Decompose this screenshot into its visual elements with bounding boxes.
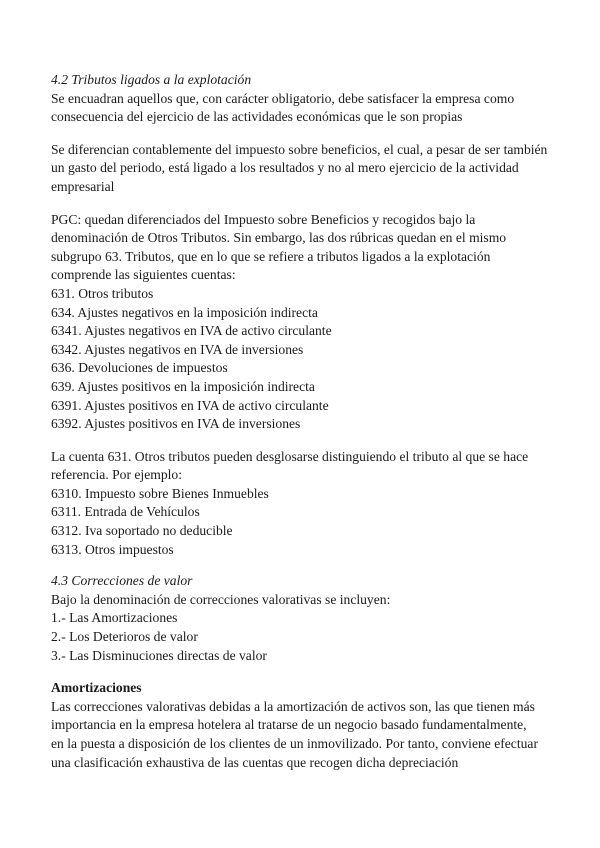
paragraph-gap bbox=[51, 127, 561, 141]
paragraph-line: consecuencia del ejercicio de las actividades económicas que le son propias bbox=[51, 109, 463, 125]
paragraph-line: en la puesta a disposición de los clientes de un inmovilizado. Por tanto, conviene efectuar bbox=[51, 736, 538, 751]
paragraph-gap bbox=[51, 197, 561, 211]
sub-account-item: 6313. Otros impuestos bbox=[51, 541, 174, 557]
paragraph-gap bbox=[51, 434, 561, 448]
paragraph-line: Se diferencian contablemente del impuesto sobre beneficios, el cual, a pesar de ser también bbox=[51, 141, 548, 157]
account-item: 634. Ajustes negativos en la imposición indirecta bbox=[51, 304, 318, 320]
document-page bbox=[51, 71, 561, 772]
correction-item: 1.- Las Amortizaciones bbox=[51, 610, 178, 626]
section-heading-4-3: 4.3 Correcciones de valor bbox=[51, 573, 193, 589]
correction-item: 3.- Las Disminuciones directas de valor bbox=[51, 647, 267, 663]
account-item: 631. Otros tributos bbox=[51, 285, 154, 301]
paragraph-line: La cuenta 631. Otros tributos pueden desglosarse distinguiendo el tributo al que se hace bbox=[51, 448, 529, 464]
paragraph-line: PGC: quedan diferenciados del Impuesto sobre Beneficios y recogidos bajo la bbox=[51, 211, 476, 227]
paragraph-line: un gasto del periodo, está ligado a los resultados y no al mero ejercicio de la actividad bbox=[51, 160, 519, 176]
paragraph-line: empresarial bbox=[51, 178, 115, 194]
paragraph-line: comprende las siguientes cuentas: bbox=[51, 267, 236, 283]
account-item: 639. Ajustes positivos en la imposición indirecta bbox=[51, 378, 315, 394]
sub-account-item: 6310. Impuesto sobre Bienes Inmuebles bbox=[51, 485, 269, 501]
paragraph-line: denominación de Otros Tributos. Sin embargo, las dos rúbricas quedan en el mismo bbox=[51, 230, 507, 246]
sub-account-item: 6311. Entrada de Vehículos bbox=[51, 504, 200, 520]
account-item: 6342. Ajustes negativos en IVA de inversiones bbox=[51, 341, 304, 357]
section-heading-4-2: 4.2 Tributos ligados a la explotación bbox=[51, 72, 252, 87]
paragraph-line: una clasificación exhaustiva de las cuentas que recogen dicha depreciación bbox=[51, 754, 459, 770]
amortizaciones-heading: Amortizaciones bbox=[51, 680, 142, 696]
paragraph-line: referencia. Por ejemplo: bbox=[51, 467, 182, 483]
account-item: 6392. Ajustes positivos en IVA de inversiones bbox=[51, 416, 301, 432]
sub-account-item: 6312. Iva soportado no deducible bbox=[51, 523, 233, 539]
paragraph-line: Las correcciones valorativas debidas a la amortización de activos son, las que tienen más bbox=[51, 698, 535, 714]
account-item: 6391. Ajustes positivos en IVA de activo circulante bbox=[51, 397, 329, 413]
account-item: 6341. Ajustes negativos en IVA de activo circulante bbox=[51, 323, 332, 339]
account-item: 636. Devoluciones de impuestos bbox=[51, 360, 228, 376]
paragraph-line: importancia en la empresa hotelera al tratarse de un negocio basado fundamentalmente, bbox=[51, 717, 527, 733]
paragraph-line: Bajo la denominación de correcciones valorativas se incluyen: bbox=[51, 591, 391, 607]
paragraph-gap bbox=[51, 559, 561, 572]
paragraph-line: Se encuadran aquellos que, con carácter obligatorio, debe satisfacer la empresa como bbox=[51, 90, 515, 106]
paragraph-line: subgrupo 63. Tributos, que en lo que se refiere a tributos ligados a la explotación bbox=[51, 248, 491, 264]
correction-item: 2.- Los Deterioros de valor bbox=[51, 629, 198, 645]
paragraph-gap bbox=[51, 665, 561, 679]
